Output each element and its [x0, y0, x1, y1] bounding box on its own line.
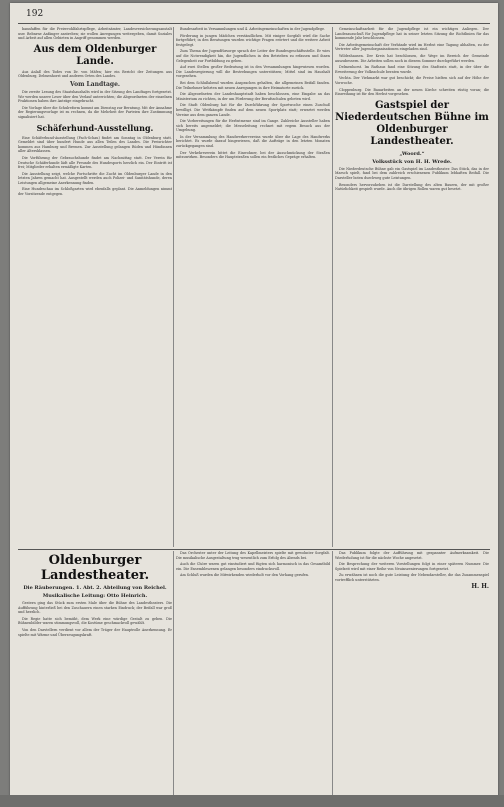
newspaper-page: [10, 3, 498, 805]
col3-p8: Besonders hervorzuheben ist die Darstellung des alten Bauern, der mit großer Natürlichkeit gespielt wurde. Auch die übrigen Rollen waren gut besetzt.: [335, 182, 489, 192]
col1-p2: Die Vorlage über die Schulreform kommt am Dienstag zur Beratung. Mit der Annahme der Regierungsvorlage ist zu rechnen, da die Mehrheit der Parteien ihre Zustimmung signalisiert hat.: [18, 105, 172, 119]
theater-caption: Die Räuberungen. 1. Abt. 2. Abteilung von Reichel.: [23, 585, 167, 591]
col3-p5: Vechta. Der Viehmarkt war gut beschickt; die Preise hielten sich auf der Höhe der Vorwoche.: [335, 76, 489, 85]
bottom-b1-p3: Von den Darstellern verdient vor allem der Träger der Hauptrolle Anerkennung. Er spielte mit Wärme und Überzeugungskraft.: [18, 627, 172, 637]
bottom-column-2: [176, 551, 330, 797]
column-3: [335, 27, 489, 547]
bottom-b1-p2: Die Regie hatte sich bemüht, dem Werk eine würdige Gestalt zu geben. Die Bühnenbilder waren stimmungsvoll, die Kostüme geschmackvoll gewählt.: [18, 616, 172, 626]
bottom-column-3: [335, 551, 489, 797]
subhead-schaeferhund: Schäferhund-Ausstellung.: [36, 122, 154, 133]
col2-p6: Die Abgeordneten der Landeshauptstadt haben beschlossen, eine Eingabe an das Ministerium zu richten, in der um Förderung der Berufsschulen gebeten wird.: [176, 92, 330, 101]
col3-p6: Cloppenburg. Die Bauarbeiten an der neuen Kirche schreiten rüstig voran; die Einweihung ist für den Herbst vorgesehen.: [335, 87, 489, 97]
bottom-b3-p1: Das Publikum folgte der Aufführung mit gespannter Aufmerksamkeit. Die Wiederholung ist für die nächste Woche angesetzt.: [335, 551, 489, 560]
col1-p3: Eine Schäferhund-Ausstellung (Fach-Schau) findet am Sonntag in Oldenburg statt. Gemeldet sind über hundert Hunde aus allen Teilen des Landes. Die Preisrichter kommen aus Hamburg und Bremen. Zur Ausstellung gelangen Rüden und Hündinnen aller Altersklassen.: [18, 135, 172, 154]
column-divider: [332, 551, 333, 797]
col1-p4: Die Vorführung der Gebrauchshunde findet am Nachmittag statt. Der Verein für Deutsche Schäferhunde lädt alle Freunde des Hundesports herzlich ein. Der Eintritt ist frei; Mitglieder erhalten ermäßigte Karten.: [18, 155, 172, 170]
column-divider: [332, 27, 333, 547]
bottom-column-1: [18, 551, 172, 797]
theater-subcaption: Musikalische Leitung: Otto Heinrich.: [42, 593, 148, 599]
article-signature: H. H.: [471, 582, 489, 590]
section-divider: [18, 549, 490, 550]
bottom-b2-p3: Am Schluß wurden die Mitwirkenden wiederholt vor den Vorhang gerufen.: [180, 573, 310, 578]
column-1: [18, 27, 172, 547]
column-divider: [173, 551, 174, 797]
bottom-b2-p2: Auch die Chöre waren gut einstudiert und fügten sich harmonisch in das Gesamtbild ein. Die Ensembleszenen gelangen besonders eindrucksvoll.: [176, 562, 330, 571]
col3-p4: Delmenhorst. Im Rathaus fand eine Sitzung des Stadtrats statt, in der über die Erweiterung der Volksschule beraten wurde.: [335, 65, 489, 74]
subhead-landtag: Vom Landtage.: [70, 80, 120, 88]
col1-p1: Die zweite Lesung des Staatshaushalts wird in der Sitzung des Landtages fortgesetzt. Wir werden unsere Leser über den Verlauf unterrichten; die Abgeordneten der einzelnen Fraktionen haben ihre Anträge eingebracht.: [18, 89, 172, 104]
col3-p3: Wildeshausen. Der Kreis hat beschlossen, die Wege im Bereich der Gemeinde auszubessern. Die Arbeiten sollen noch in diesem Sommer durchgeführt werden.: [335, 53, 489, 63]
column-divider: [173, 27, 174, 547]
col2-p5: Bei dem Schlußabend wurden Ansprachen gehalten, die allgemeinen Beifall fanden. Die Teilnehmer kehrten mit neuen Anregungen in ihre Heimatorte zurück.: [176, 80, 330, 90]
col1-intro: bannfaffen für die Freiwvohlfahrtspflege, Arbeitsämter, Landesversicherungsanstalt usw. Bebnrne Anfänger anstreben; sie wollen Anregungen weitergeben, damit Soziales und Arbeit auf allen Gebieten in Angriff genommen werden.: [18, 27, 172, 41]
gastspiel-byline: Volksstück von H. H. Wrede.: [372, 158, 452, 165]
gastspiel-subtitle: „Woord.“: [399, 150, 425, 157]
gastspiel-title: Gastspiel der Niederdeutschen Bühne im Oldenburger Landestheater.: [335, 99, 489, 147]
section-title: Aus dem Oldenburger Lande.: [33, 43, 157, 67]
col3-p7: Die Niederdeutsche Bühne gab ein Gastspiel im Landestheater. Das Stück, das in der Marsch spielt, fand bei dem zahlreich erschienenen Publikum lebhaften Beifall. Die Darsteller boten durchweg gute Leistungen.: [335, 166, 489, 180]
col2-p2: Förderung in jungen Mädchen verständlichen. Mit einiger Sorgfalt wird die Sache fortgeführt; in den Beratungen wurden wichtige Fragen erörtert und die weitere Arbeit festgelegt.: [176, 33, 330, 47]
bottom-b2-p1: Das Orchester unter der Leitung des Kapellmeisters spielte mit gewohnter Sorgfalt. Die musikalische Ausgestaltung trug wesentlich zum Erfolg des Abends bei.: [176, 551, 330, 560]
col3-p2: Die Arbeitsgemeinschaft der Verbände wird im Herbst eine Tagung abhalten, zu der Vertreter aller Jugendorganisationen eingeladen sind.: [335, 42, 489, 52]
viewer-footer-bar: [0, 795, 504, 807]
column-2: [176, 27, 330, 547]
theater-title: Oldenburger Landestheater.: [40, 553, 150, 583]
bottom-b3-p2: Die Besprechung der weiteren Vorstellungen folgt in einer späteren Nummer. Die Spielzeit wird mit einer Reihe von Neuinszenierungen fortgesetzt.: [335, 562, 489, 571]
col2-p10: Der Verkehrsverein bittet die Einwohner, bei der Ausschmückung der Straßen mitzuwirken. Besonders die Hauptstraßen sollen ein festliches Gepräge erhalten.: [176, 150, 330, 160]
col2-p1: Bundesarbeit in Versammlungen und 4. Arbeitsgemeinschaften in der Jugendpflege.: [180, 27, 326, 31]
col1-p5: Die Ausstellung zeigt, welche Fortschritte die Zucht im Oldenburger Lande in den letzten Jahren gemacht hat. Ausgestellt werden auch Polizei- und Sanitätshunde, deren Leistungen allgemeine Anerkennung finden.: [18, 171, 172, 185]
bottom-b3-p3: Zu erwähnen ist noch die gute Leistung der Nebendarsteller, die das Zusammenspiel vortrefflich unterstützten.: [335, 573, 489, 582]
bottom-b1-p1: Gestern ging das Stück zum ersten Male über die Bühne des Landestheaters. Die Aufführung hinterließ bei den Zuschauern einen starken Eindruck; der Beifall war groß und herzlich.: [18, 601, 172, 615]
col2-p4: Auf zwei Stellen großer Bedeutung ist in den Versammlungen hingewiesen worden. Die Landesregierung will die Bestrebungen unterstützen; Mittel sind im Haushalt vorgesehen.: [176, 65, 330, 79]
col2-p3: Zum Thema der Jugendfürsorge sprach der Leiter der Bundesgeschäftsstelle. Er wies auf die Notwendigkeit hin, die Jugendlichen in den Betrieben zu erfassen und ihnen Gelegenheit zur Fortbildung zu geben.: [176, 49, 330, 63]
col2-p8: Die Vorbereitungen für die Herbstmesse sind im Gange. Zahlreiche Aussteller haben sich bereits angemeldet; die Messeleitung rechnet mit regem Besuch aus der Umgebung.: [176, 119, 330, 133]
col2-p7: Die Stadt Oldenburg hat für die Durchführung der Sportwoche einen Zuschuß bewilligt. Die Wettkämpfe finden auf dem neuen Sportplatz statt; erwartet werden Vereine aus dem ganzen Lande.: [176, 103, 330, 117]
col1-p6: Eine Hundeschau im Schloßgarten wird ebenfalls geplant. Die Anmeldungen nimmt der Vorsitzende entgegen.: [18, 187, 172, 197]
col3-p1: Gemeinschaftsarbeit für die Jugendpflege ist ein wichtiges Anliegen. Der Landesausschuß für Jugendpflege hat in seiner letzten Sitzung die Richtlinien für das kommende Jahr beschlossen.: [335, 27, 489, 41]
col2-p9: In der Versammlung des Handwerkervereins wurde über die Lage des Handwerks berichtet. Es wurde darauf hingewiesen, daß die Aufträge in den letzten Monaten zurückgegangen sind.: [176, 134, 330, 149]
page-number: 192: [26, 9, 44, 19]
section-note: Aus Anlaß des Todes von Dr. von Mäfen; hier ein Bericht der Zeitungen aus Oldenburg, Delmenhorst und anderen Orten des Landes.: [18, 69, 172, 79]
page-header: [18, 7, 490, 24]
